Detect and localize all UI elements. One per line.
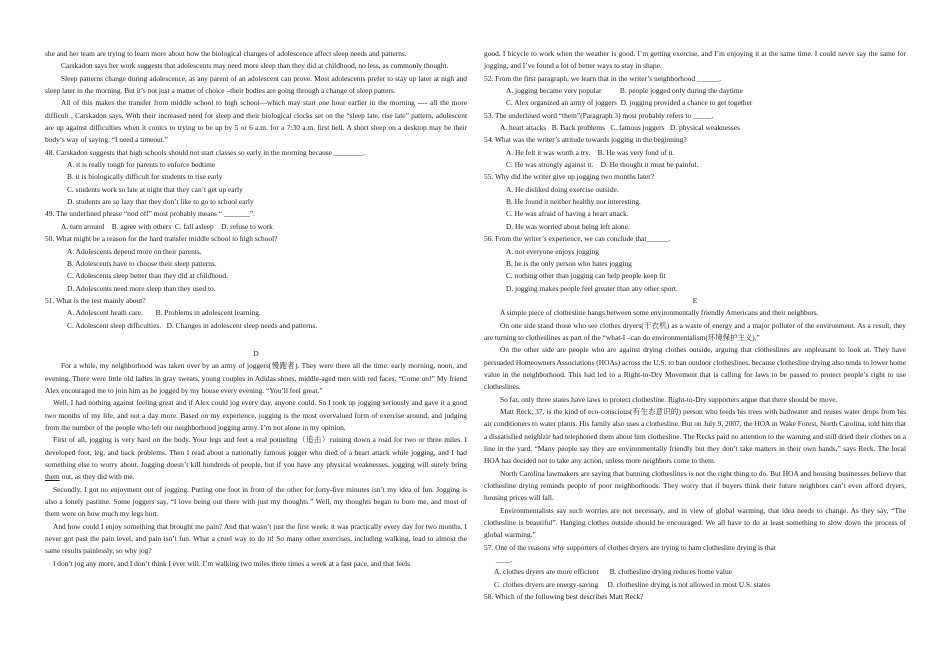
option: C. He was afraid of having a heart attack. [506, 209, 629, 219]
question-58: 58. Which of the following best describes Matt Reck? [484, 592, 644, 602]
question-55: 55. Why did the writer give up jogging two months later? [484, 172, 655, 182]
paragraph: I don’t jog any more, and I don’t think I ever will. I’m walking two miles three times a week at a fast pace, and that feels [53, 558, 411, 568]
paragraph: On the other side are people who are against drying clothes outside, arguing that clotheslines are unpleasant to look at. They have persuaded Homeowners Associations (HOAs) across the U.S. to ban outdoor clotheslines, because clothesline drying also tends to lower home value in the neighborhood. This had led to a Right-to-Dry Movement that is calling for laws to be passed to protect people’s right to use clotheslines. [484, 345, 906, 392]
section-heading-e: E [692, 295, 698, 305]
option: C. Adolescents sleep better than they did at childhood. [67, 271, 228, 281]
option: B. Adolescents have to choose their sleep patterns. [67, 258, 217, 268]
option: B. he is the only person who hates jogging [506, 258, 632, 268]
option: B. it is biologically difficult for students to rise early [67, 172, 223, 182]
paragraph-text: out, as they did with me. [59, 472, 135, 482]
option-row: A. Adolescent heath care. B. Problems in adolescent learning. [67, 308, 261, 318]
paragraph: North Carolina lawmakers are saying that banning clotheslines is not the right thing to do. But HOA and housing businesses believe that clothesline drying reminds people of poor neighborhoods. They worry that if buyers think their future neighbors can’t even afford dryers, housing prices will fall. [484, 468, 906, 503]
paragraph: Carskadon says her work suggests that adolescents may need more sleep than they did at childhood, no less, as commonly thought. [61, 61, 449, 71]
question-54: 54. What was the writer’s attitude towards jogging in the beginning? [484, 135, 687, 145]
paragraph: Environmentalists say such worries are not necessary, and in view of global warming, that idea needs to change. As they say, “The clothesline is beautiful”. Hanging clothes outside should be encouraged. We all have to do at least something to slow down the process of global warming.” [484, 505, 906, 540]
option: D. jogging makes people feel greater than any other sport. [506, 283, 678, 293]
option: C. nothing other than jogging can help people keep fit [506, 271, 666, 281]
option-row: A. He felt it was worth a try. B. He was very fond of it. [506, 147, 675, 157]
option: A. not everyone enjoys jogging [506, 246, 599, 256]
spacer [45, 332, 467, 348]
question-48: 48. Carskadon suggests that high schools should not start classes so early in the morning because ________. [45, 147, 366, 157]
option: B. He found it neither healthy nor interesting. [506, 197, 641, 207]
option-row: A. heart attacks B. Back problems C. famous joggers D. physical weaknesses [500, 123, 740, 133]
paragraph: All of this makes the transfer from middle school to high school—which may start one hour earlier in the morning ---- all the more difficult , Carskadon says. With their increased need for sleep and their biological clocks set on the “sleep late, rise late” pattern, adolescent are up against difficulties when it conics to trying to be up by 5 or 6 a.m. for a 7:30 a.m. first hell. A short sleep on a desktop may be their body’s way of saying. “I need a timeout.” [45, 98, 467, 145]
paragraph: And how could I enjoy something that brought me pain? And that wasn’t just the first week: it was practically every day for two months. I never got past the pain level, and pain isn’t fun. What a cruel way to do it! So many other exercises, including walking, lead to almost the same results painlessly, so why jog? [45, 521, 467, 556]
option: D. Adolescents need more sleep than they used to. [67, 283, 216, 293]
option: D. He was worried about being left alone. [506, 221, 630, 231]
paragraph: Matt Reck, 37, is the kind of eco-conscious(有生态意识的) person who feeds his trees with bathwater and reuses water drops from his air conditioners to water plants. His family also uses a clothesline. But on July 9, 2007, the HOA in Wake Forest, North Carolina, told him that a dissatisfied neighlzir had telephoned them about him clothesline. The Recks paid no attention to the warning and still dried their clothes on a line in the yard. “Many people say they are environmentally friendly but they don’t take matters in their own hands,” says Reck. The local HOA has decided not to take any action, unless more neighbors come to them. [484, 406, 906, 466]
option: D. students are so lazy that they don’t like to go to school early [67, 197, 254, 207]
underlined-word: them [45, 472, 60, 482]
paragraph: good. I bicycle to work when the weather is good. I’m getting exercise, and I’m enjoying it at the same time. I could never say the same for jogging, and I’ve found a lot of better ways to stay in shape. [484, 49, 906, 71]
paragraph: she and her team are trying to learn more about how the biological changes of adolescence affect sleep needs and patterns. [45, 49, 407, 58]
option: C. students work so late at night that they can’t get up early [67, 184, 243, 194]
option-row: C. clothes dryers are energy-saving D. clothesline drying is not allowed in most U.S. states [494, 579, 771, 589]
option-row: C. Alex organized an army of joggers D. jogging provided a chance to get together [506, 98, 753, 108]
paragraph: On one side stand those who see clothes dryers(干衣机) as a waste of energy and a major polluter of the environment. As a result, they are turning to clotheslines as part of the “what-I –can do environmentalism(环境保护主义).” [484, 320, 906, 342]
question-57: 57. One of the reasons why supporters of clothes dryers are trying to ham clothesline drying is that [484, 542, 776, 552]
paragraph: Secondly, I got no enjoyment out of jogging. Putting one foot in front of the other for forty-five minutes isn’t my idea of fun. Jogging is also a lonely pastime. Some joggers say, “I love being out there with just my thoughts.” Well, my thoughts began to bore me, and most of them were on how much my legs hurt. [45, 484, 467, 519]
option-row: C. He was strongly against it. D. He thought it must be painful. [506, 160, 699, 170]
option-row: A. turn around B. agree with others C. fall asleep D. refuse to work [61, 221, 273, 231]
left-column [45, 48, 467, 570]
question-53: 53. The underlined word “them”(Paragraph 3) most probably refers to _____. [484, 110, 714, 120]
right-column [484, 48, 906, 603]
option-row: C. Adolescent sleep difficulties. D. Changes in adolescent sleep needs and patterns. [67, 320, 318, 330]
paragraph: Well, I had nothing against feeling great and if Alex could jog every day, anyone could. So I took up jogging seriously and gave it a good two months of my life, and not a day more. Based on my experience, jogging is the most overvalued form of exercise around, and judging from the number of the people who left our neighborhood jogging army. I’m not alone in my opinion. [45, 398, 467, 432]
question-56: 56. From the writer’s experience, we can conclude that______. [484, 234, 671, 244]
answer-blank: ____. [496, 555, 513, 565]
option: A. Adolescents depend more on their parents. [67, 246, 202, 256]
section-heading-d: D [253, 348, 259, 358]
option-row: A. clothes dryers are more efficient B. clothesline drying reduces home value [494, 567, 732, 577]
question-52: 52. From the first paragraph, we learn that in the writer’s neighborhood ______. [484, 73, 721, 83]
question-50: 50. What might be a reason for the hard transfer middle school to high school? [45, 234, 278, 244]
option: A. He disliked doing exercise outside. [506, 184, 619, 194]
paragraph-text: First of all, jogging is very hard on the body. Your legs and feet a real pounding（追击）ruining down a road for two or three miles. I developed foot, leg, and back problems. Then I read about a nationally famous jogger who died of a heart attack while jogging, and I had something else to worry about. Jogging doesn’t kill hundreds of people, but if you have any physical weaknesses, jogging will surely bring [45, 435, 467, 469]
paragraph: For a while, my neighborhood was taken over by an army of joggers(慢跑者). They were there all the time: early morning, noon, and evening. There were little old ladies in gray sweats, young couples in Adidas shoes, middle-aged men with red faces. “Come on!” My friend Alex encouraged me to join him as he jogged by my house every evening. “You’ll feel great.” [45, 361, 467, 395]
option: A. it is really tough for parents to enforce bedtime [67, 160, 216, 170]
paragraph: A simple piece of clothesline hangs between some environmentally friendly Americans and their neighbors. [500, 308, 819, 318]
paragraph: So far, only three states have laws to protect clothesline. Right-to-Dry supporters argue that there should be move. [500, 394, 838, 404]
question-51: 51. What is the test mainly about? [45, 295, 146, 305]
paragraph [45, 434, 467, 483]
question-49: 49. The underlined phrase “nod off” most probably means “ _______”. [45, 209, 255, 219]
option-row: A. jogging became very popular B. people jogged only during the daytime [506, 86, 743, 96]
paragraph: Sleep patterns change during adolescence, as any parent of an adolescent can prove. Most adolescents prefer to stay up later at nigh and sleep later in the morning. But it’s not just a matter of choice –their bodies are going through a change of sleep patters. [45, 73, 467, 96]
